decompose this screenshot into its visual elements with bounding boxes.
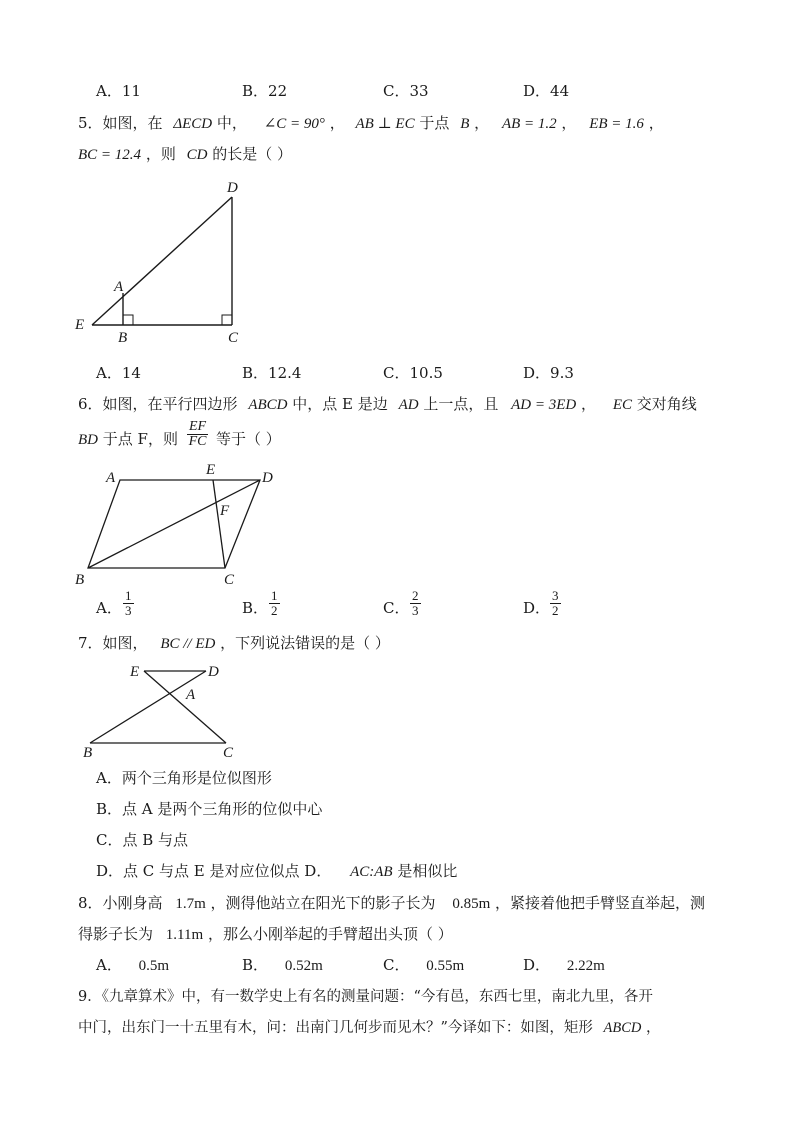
q6-stem-line1: 6．如图，在平行四边形 ABCD 中，点 E 是边 AD 上一点，且 AD = 3ED ， EC 交对角线	[78, 395, 697, 413]
q8-option-b[interactable]: B． 0.52m	[242, 956, 323, 974]
q5-option-a[interactable]: A．14	[96, 364, 141, 382]
q8-option-c[interactable]: C． 0.55m	[383, 956, 465, 974]
q5-figure	[70, 175, 270, 350]
q6-label-e: E	[206, 462, 216, 478]
q6-option-a-label[interactable]: A．	[96, 599, 122, 617]
q7-figure	[78, 657, 258, 767]
q5-label-d: D	[227, 180, 238, 196]
q5-option-d[interactable]: D．9.3	[523, 364, 574, 382]
q9-stem-line2: 中门，出东门一十五里有木，问：出南门几何步而见木？”今译如下：如图，矩形 ABCD ，	[78, 1020, 661, 1036]
q5-label-b: B	[118, 330, 128, 346]
q4-option-c[interactable]: C．33	[383, 82, 429, 100]
q6-option-c-frac[interactable]: $\frac{2}{3}$	[412, 588, 419, 618]
q8-stem-line2: 得影子长为 1.11m ，那么小刚举起的手臂超出头顶（ ）	[78, 925, 453, 943]
q6-stem-line2: BD 于点 F，则	[78, 430, 178, 448]
q4-option-a[interactable]: A．11	[96, 82, 141, 100]
q6-label-a: A	[106, 470, 116, 486]
q5-label-e: E	[75, 317, 85, 333]
q7-label-a: A	[186, 687, 196, 703]
q6-option-b-frac[interactable]: $\frac{1}{2}$	[271, 588, 278, 618]
q6-label-d: D	[262, 470, 273, 486]
q7-stem: 7．如图， BC // ED ，下列说法错误的是（ ）	[78, 634, 390, 652]
q5-stem-line1: 5．如图，在 ΔECD 中， ∠C = 90° ， AB ⊥ EC 于点 B ， AB = 1.2 ， EB = 1.6 ，	[78, 114, 664, 132]
q7-label-d: D	[208, 664, 219, 680]
q8-option-a[interactable]: A． 0.5m	[96, 956, 170, 974]
q6-fraction-ef-fc: $\frac{EF}{FC}$	[188, 419, 207, 449]
q7-option-d[interactable]: D．点 C 与点 E 是对应位似点 D． AC:AB 是相似比	[96, 862, 458, 880]
q8-stem-line1: 8．小刚身高 1.7m ，测得他站立在阳光下的影子长为 0.85m ，紧接着他把手臂竖直举起，测	[78, 894, 706, 912]
q5-option-b[interactable]: B．12.4	[242, 364, 302, 382]
q6-option-c-label[interactable]: C．	[383, 599, 410, 617]
q4-option-d[interactable]: D．44	[523, 82, 570, 100]
q7-option-b[interactable]: B．点 A 是两个三角形的位似中心	[96, 800, 323, 818]
q6-option-a-frac[interactable]: $\frac{1}{3}$	[125, 588, 132, 618]
q7-label-c: C	[223, 745, 234, 761]
q6-label-f: F	[220, 503, 230, 519]
q5-label-c: C	[228, 330, 239, 346]
q4-option-b[interactable]: B．22	[242, 82, 288, 100]
q5-stem-line2: BC = 12.4 ，则 CD 的长是（ ）	[78, 145, 293, 163]
q7-label-e: E	[130, 664, 140, 680]
q7-option-c[interactable]: C．点 B 与点	[96, 831, 189, 849]
q5-option-c[interactable]: C．10.5	[383, 364, 443, 382]
q6-figure	[70, 460, 290, 590]
q6-option-b-label[interactable]: B．	[242, 599, 269, 617]
q6-stem-tail: 等于（ ）	[216, 430, 281, 448]
q6-label-c: C	[224, 572, 235, 588]
q6-option-d-label[interactable]: D．	[523, 599, 551, 617]
q5-label-a: A	[114, 279, 124, 295]
q6-option-d-frac[interactable]: $\frac{3}{2}$	[552, 588, 559, 618]
q6-label-b: B	[75, 572, 85, 588]
q7-label-b: B	[83, 745, 93, 761]
q7-option-a[interactable]: A．两个三角形是位似图形	[96, 769, 272, 787]
q8-option-d[interactable]: D． 2.22m	[523, 956, 605, 974]
q9-stem-line1: 9．《九章算术》中，有一数学史上有名的测量问题：“今有邑，东西七里，南北九里，各开	[78, 989, 653, 1005]
